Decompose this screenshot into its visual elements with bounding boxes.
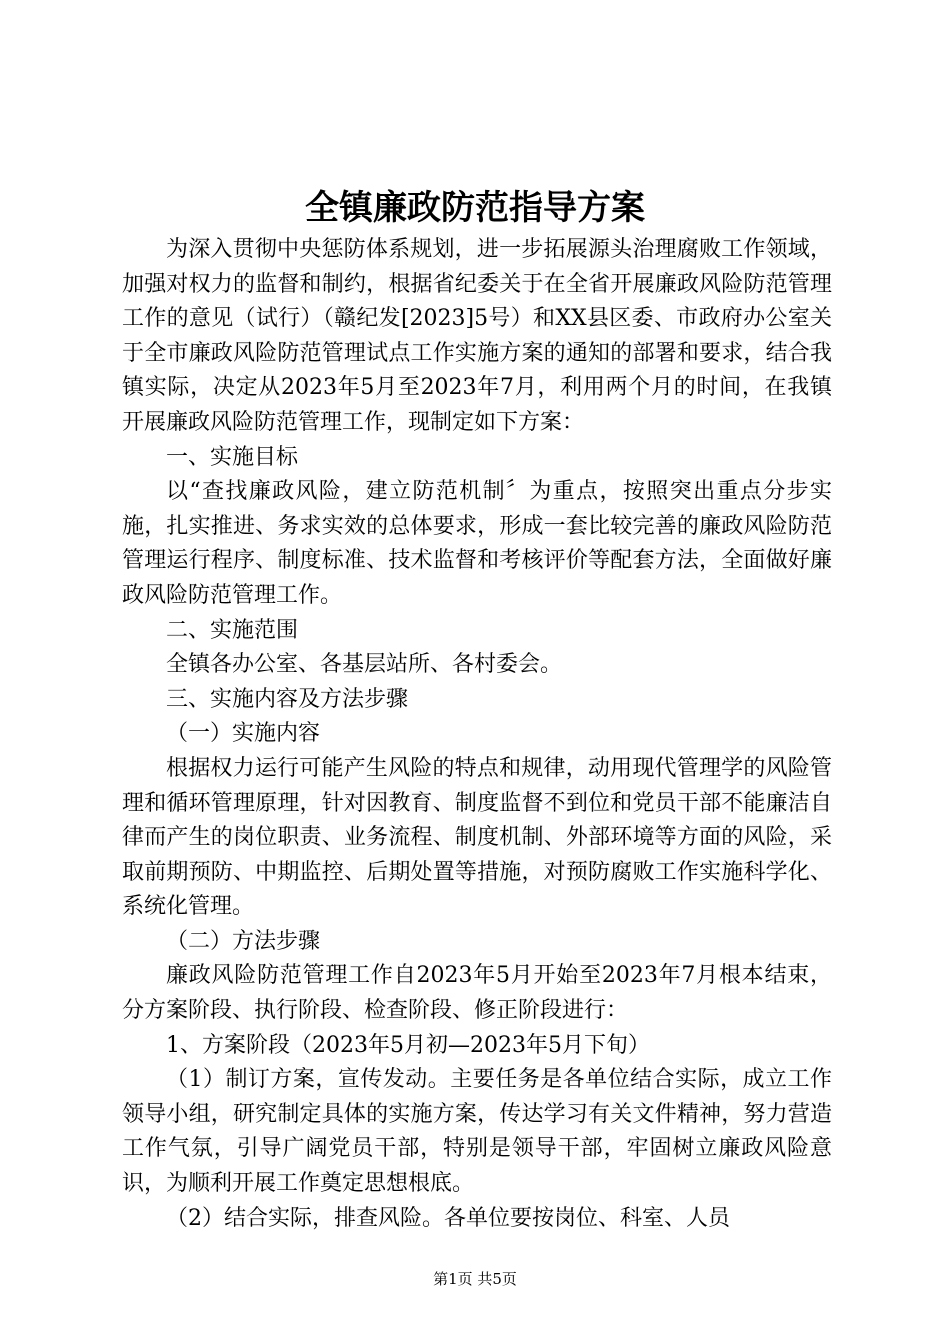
- document-title: 全镇廉政防范指导方案: [305, 188, 645, 228]
- document-body: [122, 233, 832, 1236]
- heading-scope: 二、实施范围: [166, 617, 299, 643]
- paragraph-scope: 全镇各办公室、各基层站所、各村委会。: [166, 652, 563, 678]
- paragraph-steps: 廉政风险防范管理工作自2023年5月开始至2023年7月根本结束，分方案阶段、执行阶段、检查阶段、修正阶段进行：: [122, 963, 832, 1024]
- heading-content-steps: 三、实施内容及方法步骤: [166, 686, 409, 712]
- page-footer: 第1页 共5页: [433, 1270, 517, 1288]
- paragraph-intro: 为深入贯彻中央惩防体系规划，进一步拓展源头治理腐败工作领域，加强对权力的监督和制约，根据省纪委关于在全省开展廉政风险防范管理工作的意见（试行）（赣纪发[2023]5号）和XX县区委、市政府办公室关于全市廉政风险防范管理试点工作实施方案的通知的部署和要求，结合我镇实际，决定从2023年5月至2023年7月，利用两个月的时间，在我镇开展廉政风险防范管理工作，现制定如下方案：: [122, 237, 832, 435]
- paragraph-content: 根据权力运行可能产生风险的特点和规律，动用现代管理学的风险管理和循环管理原理，针对因教育、制度监督不到位和党员干部不能廉洁自律而产生的岗位职责、业务流程、制度机制、外部环境等方面的风险，采取前期预防、中期监控、后期处置等措施，对预防腐败工作实施科学化、系统化管理。: [122, 755, 832, 920]
- heading-objective: 一、实施目标: [166, 444, 299, 470]
- paragraph-phase-1-item-2: （2）结合实际，排查风险。各单位要按岗位、科室、人员: [166, 1205, 730, 1231]
- subheading-steps: （二）方法步骤: [166, 928, 321, 954]
- paragraph-objective: 以“查找廉政风险，建立防范机制〞为重点，按照突出重点分步实施，扎实推进、务求实效的总体要求，形成一套比较完善的廉政风险防范管理运行程序、制度标准、技术监督和考核评价等配套方法，全面做好廉政风险防范管理工作。: [122, 479, 832, 608]
- subheading-content: （一）实施内容: [166, 721, 321, 747]
- heading-phase-1: 1、方案阶段（2023年5月初—2023年5月下旬）: [166, 1032, 650, 1058]
- paragraph-phase-1-item-1: （1）制订方案，宣传发动。主要任务是各单位结合实际，成立工作领导小组，研究制定具体的实施方案，传达学习有关文件精神，努力营造工作气氛，引导广阔党员干部，特别是领导干部，牢固树立廉政风险意识，为顺利开展工作奠定思想根底。: [122, 1067, 832, 1197]
